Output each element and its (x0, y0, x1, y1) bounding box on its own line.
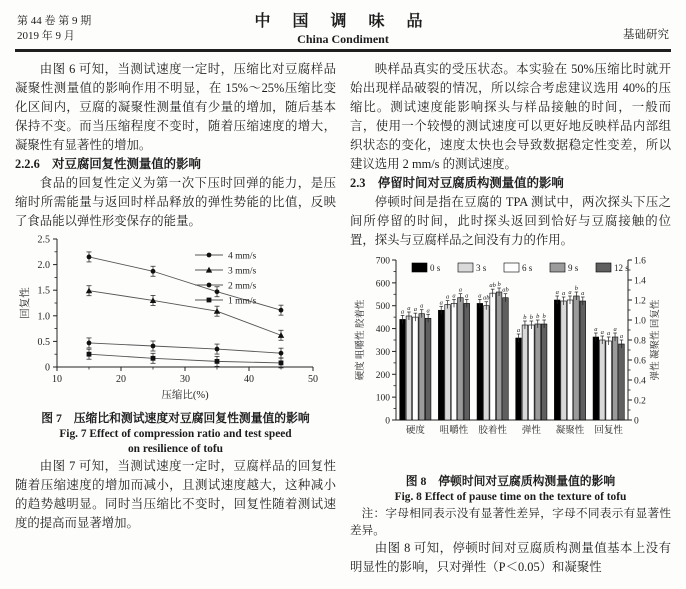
svg-text:a: a (607, 330, 611, 337)
svg-text:a: a (458, 286, 463, 294)
svg-text:a: a (600, 329, 604, 336)
svg-text:700: 700 (375, 256, 390, 267)
svg-text:2 mm/s: 2 mm/s (228, 281, 257, 292)
two-column-body (15, 60, 671, 577)
paragraph: 停顿时间是指在豆腐的 TPA 测试中，两次探头下压之间所停留的时间，此时探头返回到恰好与豆腐接触的位置，探头与豆腐样品之间没有力的作用。 (350, 195, 671, 247)
svg-text:1.0: 1.0 (634, 316, 646, 327)
journal-title-cn: 中 国 调 味 品 (254, 13, 432, 30)
section-heading-23: 2.3 停留时间对豆腐质构测量值的影响 (350, 176, 564, 190)
svg-text:a: a (613, 326, 617, 333)
svg-text:a: a (407, 305, 411, 312)
svg-text:回复性: 回复性 (20, 287, 31, 319)
svg-text:a: a (400, 308, 405, 316)
figure7-caption-en: Fig. 7 Effect of compression ratio and test speed (59, 428, 292, 440)
svg-text:0: 0 (385, 416, 390, 427)
svg-text:1 mm/s: 1 mm/s (228, 296, 257, 307)
svg-text:0 s: 0 s (430, 263, 441, 273)
svg-text:1.2: 1.2 (634, 296, 646, 307)
figure7-line-chart (15, 231, 336, 403)
svg-text:弹性 凝聚性 回复性: 弹性 凝聚性 回复性 (651, 299, 661, 381)
figure8-caption-cn: 图 8 停顿时间对豆腐质构测量值的影响 (405, 474, 616, 488)
figure8-note: 注：字母相同表示没有显著性差异，字母不同表示有显著性差异。 (350, 507, 671, 537)
svg-text:b: b (497, 281, 501, 288)
svg-text:a: a (452, 292, 456, 300)
svg-text:0: 0 (45, 362, 50, 374)
svg-text:b: b (536, 313, 540, 320)
svg-text:0.2: 0.2 (634, 396, 646, 407)
svg-text:9 s: 9 s (568, 263, 579, 273)
svg-text:4 mm/s: 4 mm/s (228, 251, 257, 262)
section-label: 基础研究 (623, 29, 669, 41)
svg-text:a: a (594, 326, 598, 333)
paragraph: 由图 7 可知，当测试速度一定时，豆腐样品的回复性随着压缩速度的增加而减小，且测试速度越大，这种减小的趋势越明显。同时当压缩比不变时，回复性随着测试速度的提高而显著增加。 (15, 459, 336, 530)
svg-text:40: 40 (244, 374, 254, 385)
svg-text:b: b (542, 313, 546, 320)
figure7 (15, 231, 336, 457)
svg-text:硬度: 硬度 (405, 426, 425, 436)
svg-text:b: b (529, 314, 533, 321)
svg-text:a: a (516, 327, 521, 334)
svg-text:a: a (568, 289, 572, 296)
svg-text:100: 100 (375, 393, 390, 404)
svg-text:600: 600 (375, 279, 390, 290)
svg-text:0.8: 0.8 (634, 336, 646, 347)
svg-text:3 mm/s: 3 mm/s (228, 266, 257, 277)
svg-text:1.5: 1.5 (37, 285, 50, 297)
journal-title-block (15, 8, 671, 47)
svg-text:10: 10 (52, 374, 62, 385)
svg-text:200: 200 (375, 370, 390, 381)
svg-text:ab: ab (483, 294, 490, 302)
svg-text:400: 400 (375, 325, 390, 336)
svg-text:12 s: 12 s (614, 263, 629, 273)
svg-text:1.6: 1.6 (634, 256, 646, 267)
svg-text:a: a (445, 293, 450, 301)
svg-text:胶着性: 胶着性 (478, 426, 507, 436)
svg-text:b: b (523, 314, 527, 321)
svg-text:20: 20 (116, 374, 126, 385)
paragraph: 映样品真实的受压状态。本实验在 50%压缩比时就开始出现样品破裂的情况，所以综合考虑建议选用 40%的压缩比。测试速度能影响探头与样品接触的时间，一般而言，使用一个较慢的测试速度可以更好地反映样品内部组织状态的变化，速度太快也会导致数据稳定性变差，所以建议选用 2 mm/s 的测试速度。 (350, 62, 671, 171)
svg-text:凝聚性: 凝聚性 (555, 426, 585, 436)
paragraph: 由图 8 可知，停顿时间对豆腐质构测量值基本上没有明显性的影响，只对弹性（P＜0.05）和凝聚性 (350, 541, 671, 574)
svg-text:a: a (426, 307, 430, 315)
svg-text:a: a (420, 302, 424, 310)
right-column (350, 60, 671, 577)
svg-text:1.0: 1.0 (37, 311, 50, 323)
figure8-caption-en: Fig. 8 Effect of pause time on the texture of tofu (394, 491, 627, 503)
figure8-bar-chart (350, 250, 671, 466)
svg-text:a: a (478, 292, 482, 300)
figure7-caption-en2: on resilience of tofu (127, 443, 223, 455)
svg-text:咀嚼性: 咀嚼性 (439, 426, 469, 436)
svg-text:a: a (555, 289, 559, 296)
svg-text:0.6: 0.6 (634, 356, 646, 367)
svg-text:6 s: 6 s (522, 263, 533, 273)
svg-text:1.4: 1.4 (634, 276, 646, 287)
svg-text:300: 300 (375, 347, 390, 358)
svg-text:3 s: 3 s (476, 263, 487, 273)
left-column (15, 60, 336, 577)
svg-text:压缩比(%): 压缩比(%) (161, 390, 209, 401)
journal-title-en: China Condiment (297, 32, 389, 46)
page-header (15, 8, 671, 52)
figure7-caption-cn: 图 7 压缩比和测试速度对豆腐回复性测量值的影响 (41, 411, 310, 425)
svg-text:ab: ab (502, 286, 509, 294)
svg-text:2.5: 2.5 (37, 234, 50, 246)
svg-text:硬度 咀嚼性 胶着性: 硬度 咀嚼性 胶着性 (356, 299, 366, 381)
svg-text:30: 30 (180, 374, 190, 385)
svg-text:0.5: 0.5 (37, 336, 50, 348)
svg-text:ab: ab (489, 282, 496, 290)
paragraph: 由图 6 可知，当测试速度一定时，压缩比对豆腐样品凝聚性测量值的影响作用不明显，在 15%～25%压缩比变化区间内，豆腐的凝聚性测量值有少量的增加，随后基本保持不变。而当压缩程度不变时，随着压缩速度的增大，凝聚性有显著性的增加。 (15, 62, 336, 152)
svg-text:500: 500 (375, 302, 390, 313)
svg-text:50: 50 (308, 374, 318, 385)
svg-text:2.0: 2.0 (37, 260, 50, 272)
svg-text:a: a (439, 299, 443, 307)
svg-text:a: a (465, 292, 469, 300)
volume-issue: 第 44 卷 第 9 期 (17, 15, 92, 27)
svg-text:0.4: 0.4 (634, 376, 646, 387)
svg-text:b: b (574, 285, 579, 292)
svg-text:a: a (619, 333, 624, 340)
figure8 (350, 250, 671, 505)
svg-text:0: 0 (634, 416, 639, 427)
paragraph: 食品的回复性定义为第一次下压时回弹的能力，是压缩时所需能量与返回时样品释放的弹性势能的比值，反映了食品能以弹性形变保存的能量。 (15, 176, 336, 228)
svg-text:a: a (581, 290, 585, 297)
section-heading-226: 2.2.6 对豆腐回复性测量值的影响 (15, 157, 201, 171)
svg-text:a: a (413, 306, 417, 314)
svg-text:回复性: 回复性 (594, 426, 623, 436)
issue-date: 2019 年 9 月 (17, 30, 75, 42)
svg-text:弹性: 弹性 (521, 426, 541, 436)
svg-text:a: a (561, 290, 566, 297)
